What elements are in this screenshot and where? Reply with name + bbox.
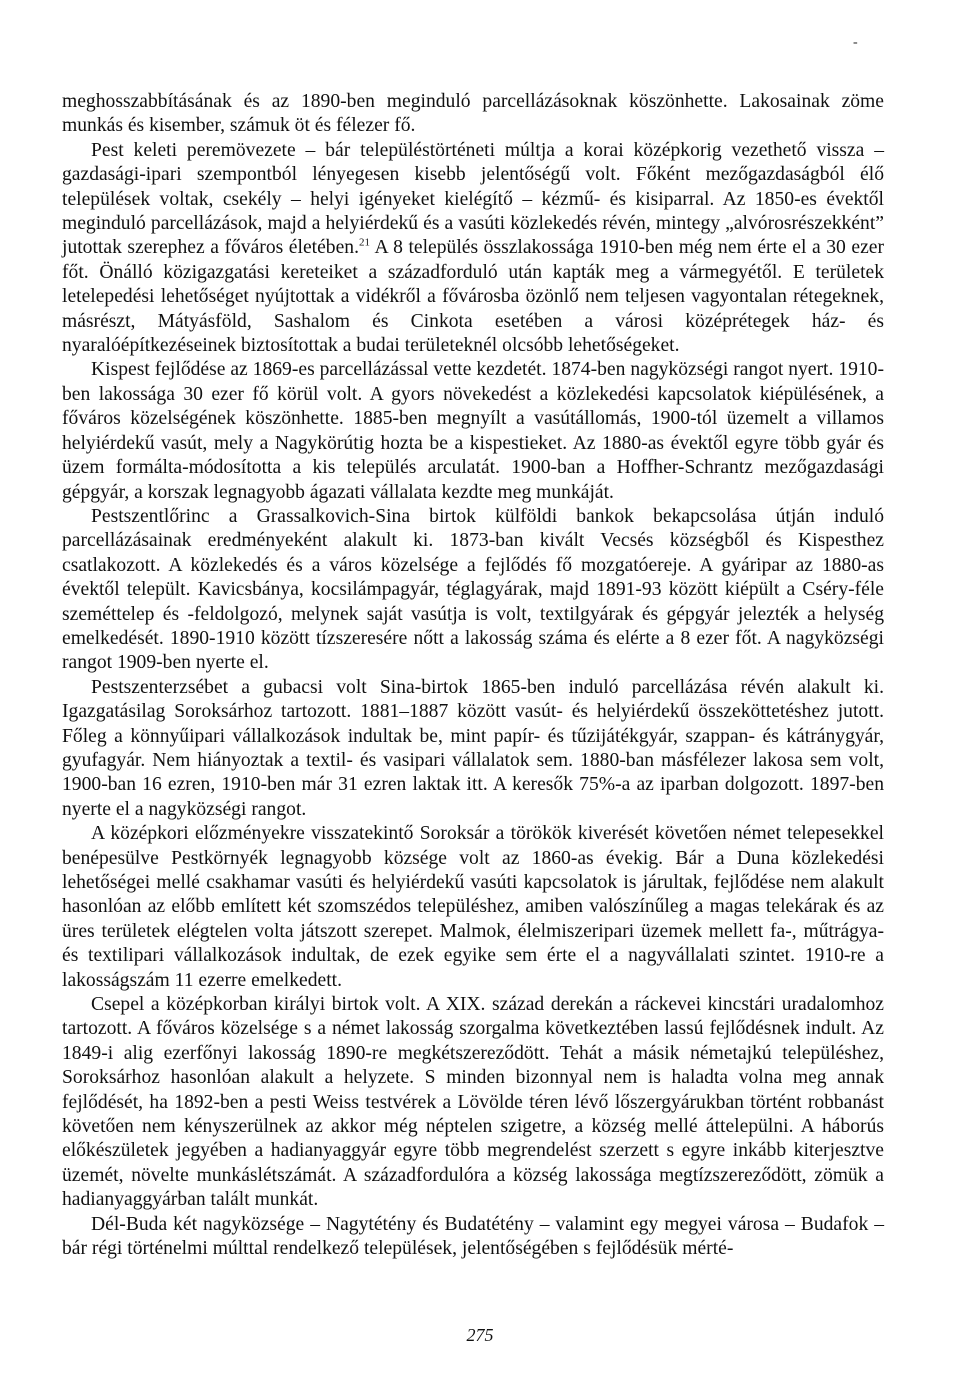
paragraph-4-text: Pestszentlőrinc a Grassalkovich-Sina birtok külföldi bankok bekapcsolása útján induló parcellázásainak eredményeként alakult ki. 1873-ban kivált Vecsés községből és Kispesthez csatlakozott. A közlekedés és a város közelsége a fejlődés fő mozgatóereje. A gyáripar az 1880-as évektől települt. Kavicsbánya, kocsilámpagyár, téglagyárak, majd 1891-93 között kiépült a Cséry-féle szeméttelep és -feldolgozó, melynek saját vasútja is volt, textilgyárak és gépgyár jelezték a helység emelkedését. 1890-1910 között tízszeresére nőtt a lakosság száma és elérte a 8 ezer főt. A nagyközségi rangot 1909-ben nyerte el. [62,505,884,674]
paragraph-4 [62,505,884,676]
paragraph-6 [62,822,884,993]
paragraph-8-text: Dél-Buda két nagyközsége – Nagytétény és Budatétény – valamint egy megyei városa – Budafok – bár régi történelmi múlttal rendelkező települések, jelentőségében s fejlődésük mérté- [62,1213,884,1260]
top-mark: - [853,35,858,50]
body-text [62,90,884,1262]
paragraph-5 [62,676,884,822]
footnote-ref-21: 21 [358,236,370,249]
paragraph-2-text-cont: A 8 település összlakossága 1910-ben még nem érte el a 30 ezer főt. Önálló közigazgatási kereteiket a századforduló után kapták meg a vármegyétől. E területek letelepedési lehetőséget nyújtottak a vidékről a fővárosba özönlő nem teljesen vagyontalan rétegeknek, másrészt, Mátyásföld, Sashalom és Cinkota esetében a városi középrétegek ház- és nyaralóépítkezéseinek biztosítottak a budai területeknél olcsóbb lehetőségeket. [62,237,884,357]
paragraph-3 [62,358,884,504]
paragraph-7 [62,993,884,1213]
paragraph-7-text: Csepel a középkorban királyi birtok volt. A XIX. század derekán a ráckevei kincstári uradalomhoz tartozott. A főváros közelsége s a német lakosság szorgalma következtében lassú fejlődésnek indult. Az 1849-i alig ezerfőnyi lakosság 1890-re megkétszereződött. Tehát a másik németajkú településhez, Soroksárhoz hasonlóan alakult a helyzete. S minden bizonnyal nem is haladta volna meg annak fejlődését, ha 1892-ben a pesti Weiss testvérek a Lövölde téren lévő lőszergyárukban történt robbanást követően nem kényszerülnek az akkor még néptelen szigetre, a község mellé áttelepülni. A háborús előkészületek jegyében a hadianyaggyár egyre több megrendelést szerzett s egyre inkább kiterjesztve üzemét, növelte munkáslétszámát. A századfordulóra a község lakossága megtízszereződött, zömük a hadianyaggyárban talált munkát. [62,994,884,1211]
paragraph-2-text: Pest keleti peremövezete – bár településtörténeti múltja a korai középkorig vezethető vissza – gazdasági-ipari szempontból lényegesen kisebb jelentőségű volt. Főként mezőgazdaságból élő települések voltak, csekély – helyi igényeket kielégítő – kézmű- és kisiparral. Az 1850-es évektől meginduló parcellázások, majd a helyiérdekű és a vasúti közlekedés révén, mintegy „alvórosrészekként” jutottak szerephez a főváros életében. [62,139,884,259]
paragraph-1 [62,90,884,139]
paragraph-6-text: A középkori előzményekre visszatekintő Soroksár a törökök kiverését követően német telepesekkel benépesülve Pestkörnyék legnagyobb községe volt az 1860-as évekig. Bár a Duna közlekedési lehetőségei mellé csakhamar vasúti és helyiérdekű vasúti kapcsolatok is járultak, fejlődése nem alakult hasonlóan az előbb említett két szomszédos településhez, amiben valószínűleg a magas telekárak és az üres területek elégtelen volta játszott szerepet. Malmok, élelmiszeripari üzemek mellett fa-, műtrágya- és textilipari vállalkozások indultak, de ezek egyike sem érte el a nagyvállalati szintet. 1910-re a lakosságszám 11 ezerre emelkedett. [62,823,884,991]
paragraph-3-text: Kispest fejlődése az 1869-es parcellázással vette kezdetét. 1874-ben nagyközségi rangot nyert. 1910-ben lakossága 30 ezer fő körül volt. A gyors növekedést a közlekedési kapcsolatok kiépülésének, a főváros közelségének köszönhette. 1885-ben megnyílt a vasútállomás, 1900-tól üzemelt a villamos helyiérdekű vasút, mely a Nagykörútig hozta be a kispestieket. Az 1880-as évektől egyre több gyár és üzem formálta-módosította a kis település arculatát. 1900-ban a Hoffher-Schrantz mezőgazdasági gépgyár, a korszak legnagyobb ágazati vállalata kezdte meg munkáját. [62,359,884,503]
paragraph-8 [62,1213,884,1262]
paragraph-5-text: Pestszenterzsébet a gubacsi volt Sina-birtok 1865-ben induló parcellázása révén alakult ki. Igazgatásilag Soroksárhoz tartozott. 1881–1887 között vasút- és helyiérdekű összeköttetéshez jutott. Főleg a könnyűipari vállalkozások indultak be, mint papír- és tűzijátékgyár, szappan- és kátránygyár, gyufagyár. Nem hiányoztak a textil- és vasipari vállalatok sem. 1880-ban másfélezer lakosa sem volt, 1900-ban 16 ezren, 1910-ben már 31 ezren laktak itt. A keresők 75%-a az iparban dolgozott. 1897-ben nyerte el a nagyközségi rangot. [62,676,884,820]
paragraph-2 [62,139,884,359]
page-number: 275 [466,1325,494,1345]
paragraph-1-text: meghosszabbításának és az 1890-ben meginduló parcellázásoknak köszönhette. Lakosainak zöme munkás és kisember, számuk öt és félezer fő. [62,91,884,137]
